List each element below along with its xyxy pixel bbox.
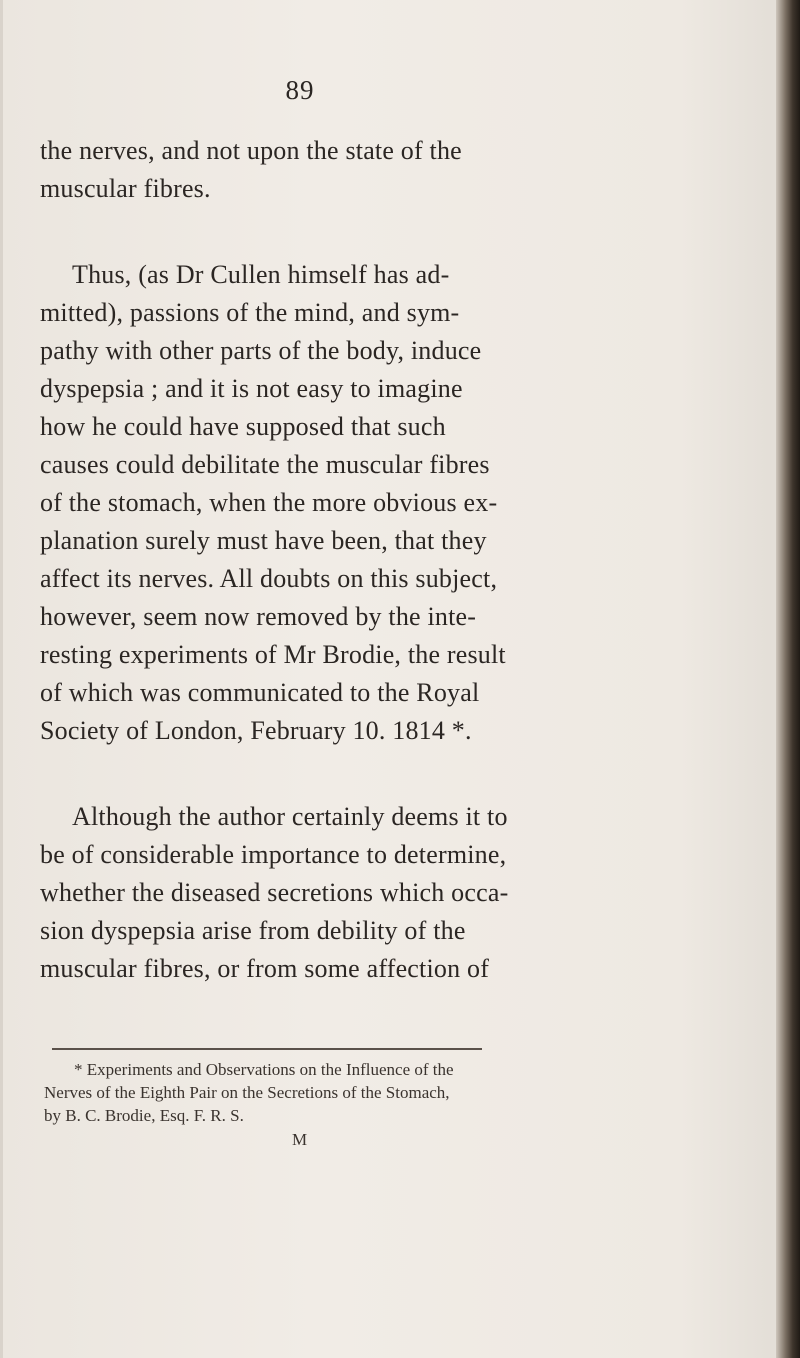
text-line: resting experiments of Mr Brodie, the result [40, 640, 506, 669]
page-left-edge [0, 0, 3, 1358]
text-line: mitted), passions of the mind, and sym- [40, 298, 460, 327]
text-line: of which was communicated to the Royal [40, 678, 480, 707]
page-number: 89 [285, 75, 315, 105]
text-line: whether the diseased secretions which occa- [40, 878, 509, 907]
text-line: be of considerable importance to determine, [40, 840, 507, 869]
text-line: however, seem now removed by the inte- [40, 602, 477, 631]
body-text [40, 132, 760, 988]
text-line: planation surely must have been, that they [40, 526, 487, 555]
text-line: muscular fibres. [40, 174, 211, 203]
footnote-divider [52, 1048, 482, 1050]
text-line: Thus, (as Dr Cullen himself has ad- [72, 260, 450, 289]
paragraph-1 [40, 132, 760, 208]
paragraph-2 [40, 256, 760, 750]
text-line: affect its nerves. All doubts on this subject, [40, 564, 498, 593]
footnote [44, 1058, 764, 1127]
footnote-line: Nerves of the Eighth Pair on the Secretions of the Stomach, [44, 1083, 450, 1102]
text-line: dyspepsia ; and it is not easy to imagine [40, 374, 463, 403]
text-line: the nerves, and not upon the state of the [40, 136, 462, 165]
book-binding-edge [776, 0, 800, 1358]
footnote-line: * Experiments and Observations on the Influence of the [74, 1060, 454, 1079]
paragraph-3 [40, 798, 760, 988]
text-line: muscular fibres, or from some affection of [40, 954, 490, 983]
text-line: pathy with other parts of the body, induce [40, 336, 482, 365]
footnote-line: by B. C. Brodie, Esq. F. R. S. [44, 1106, 244, 1125]
text-line: of the stomach, when the more obvious ex- [40, 488, 498, 517]
text-line: sion dyspepsia arise from debility of the [40, 916, 466, 945]
text-line: Although the author certainly deems it to [72, 802, 508, 831]
text-line: Society of London, February 10. 1814 *. [40, 716, 472, 745]
text-line: causes could debilitate the muscular fibres [40, 450, 490, 479]
signature-mark: M [292, 1130, 308, 1149]
text-line: how he could have supposed that such [40, 412, 446, 441]
